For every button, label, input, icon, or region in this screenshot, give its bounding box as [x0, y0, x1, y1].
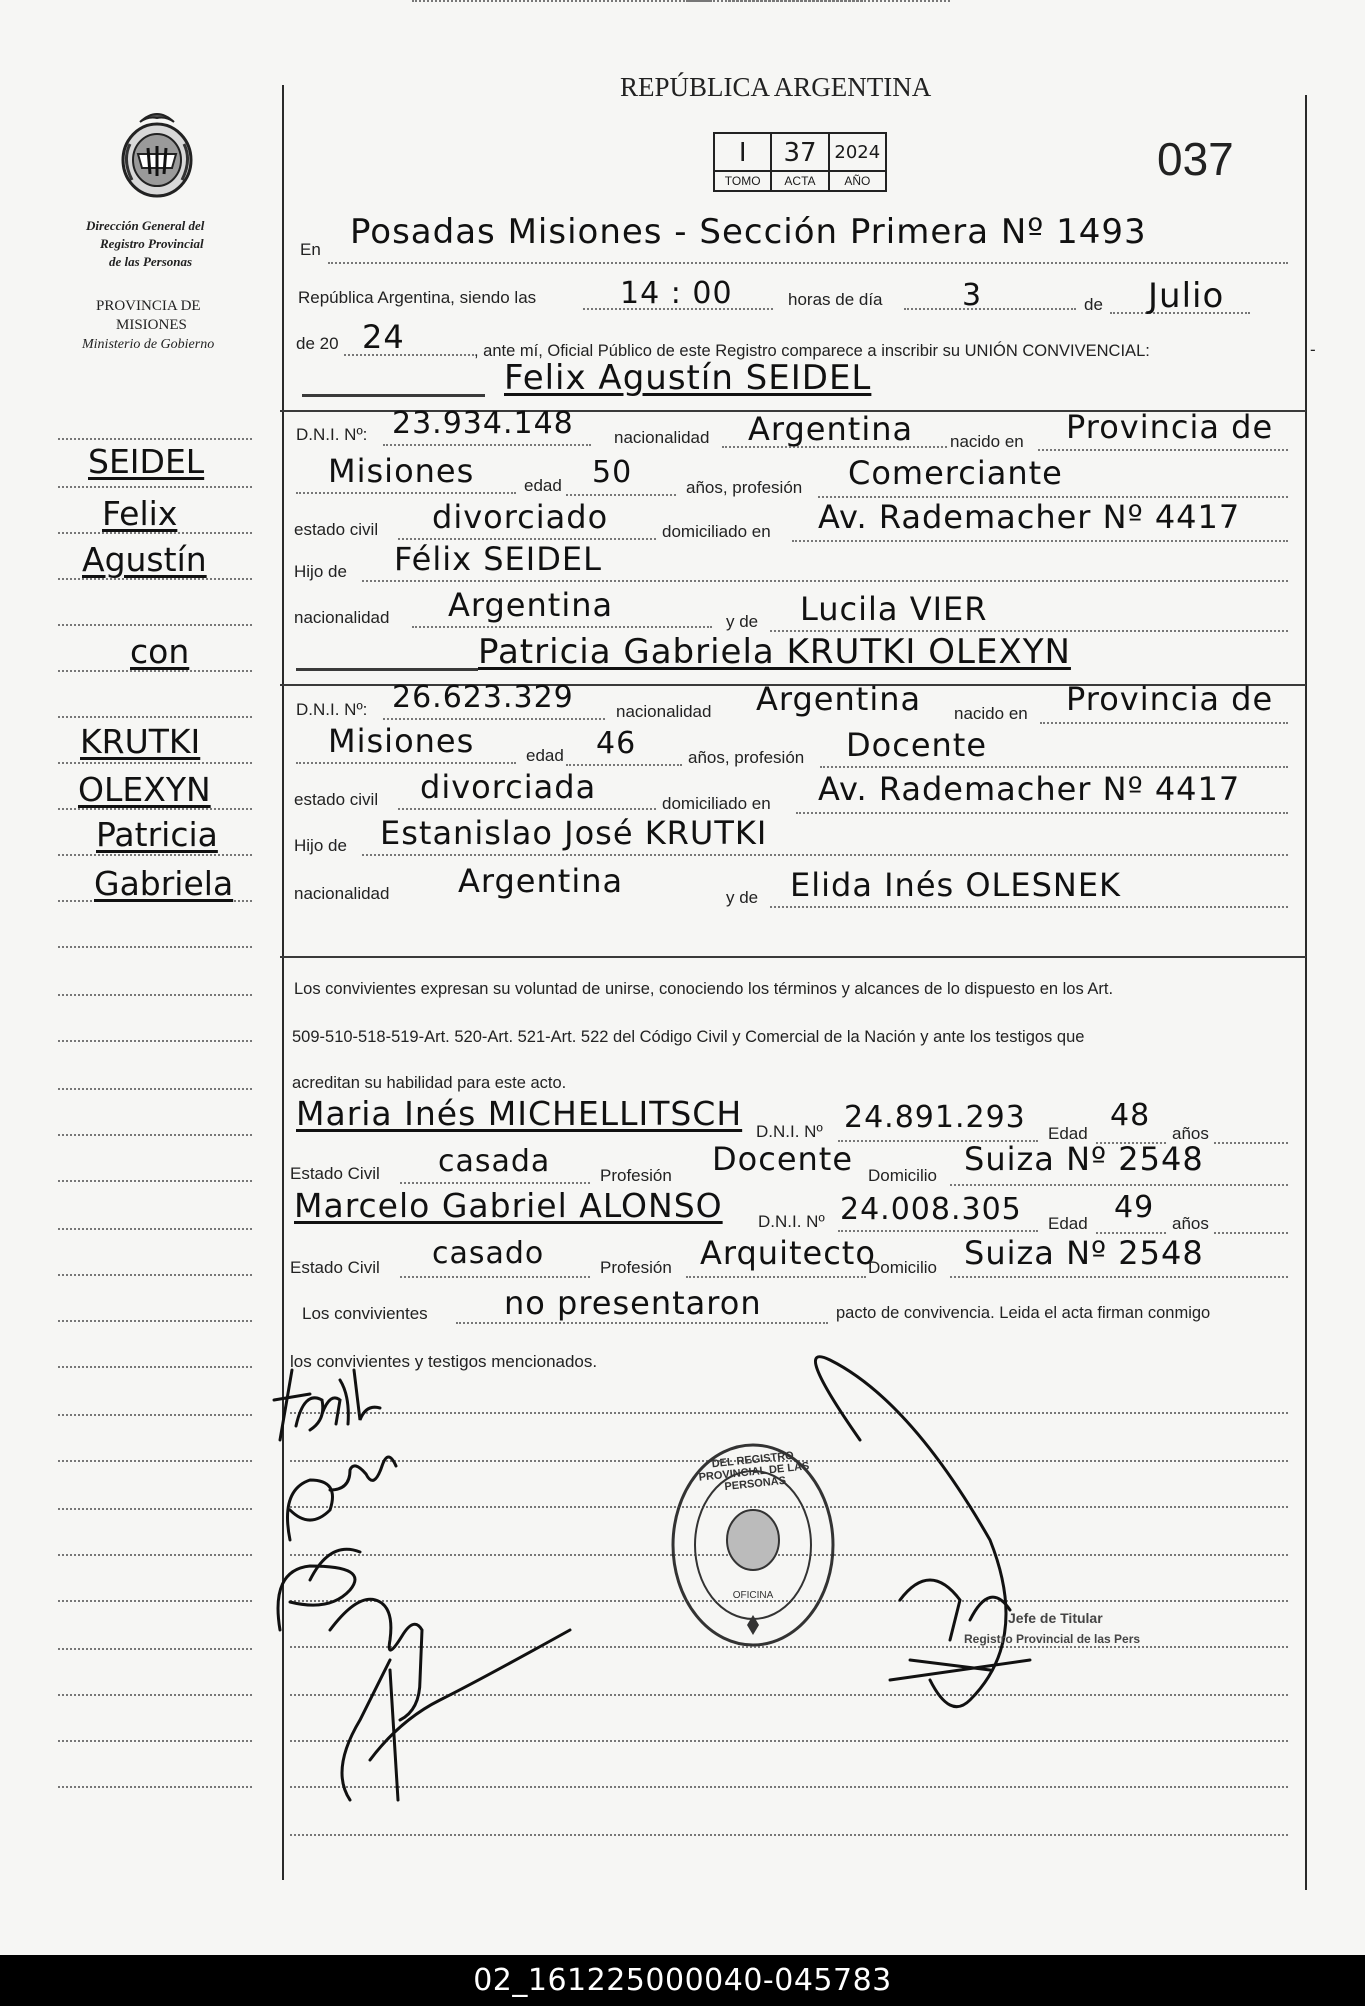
margin-dotted-line	[58, 946, 252, 948]
p2-father-nat: Argentina	[458, 862, 624, 900]
seal-center-text: OFICINA	[732, 1590, 774, 1601]
closing-line-2: los convivientes y testigos mencionados.	[290, 1352, 598, 1371]
p1-yde-label: y de	[726, 612, 759, 631]
margin-dotted-line	[58, 1274, 252, 1276]
margin-dotted-line	[58, 1648, 252, 1650]
p2-address: Av. Rademacher Nº 4417	[818, 770, 1241, 808]
p2-father: Estanislao José KRUTKI	[380, 814, 768, 852]
p2-age: 46	[596, 726, 637, 761]
p1-age: 50	[592, 455, 633, 490]
p1-address: Av. Rademacher Nº 4417	[818, 498, 1241, 536]
closing-pact: no presentaron	[504, 1284, 762, 1322]
intro-month: Julio	[1148, 276, 1225, 316]
closing-label-2: pacto de convivencia. Leida el acta firman conmigo	[836, 1304, 1211, 1322]
p1-birthplace-1: Provincia de	[1066, 408, 1274, 446]
p1-prof-label: años, profesión	[686, 478, 803, 497]
right-rule	[1305, 95, 1307, 1890]
w2-profession: Arquitecto	[700, 1234, 876, 1272]
p1-civil: divorciado	[432, 498, 609, 536]
stamp-line-1: Jefe de Titular	[1008, 1610, 1103, 1626]
agency-line-3: de las Personas	[109, 254, 193, 269]
statement-dash: -	[1310, 340, 1316, 359]
official-seal	[668, 1440, 838, 1650]
margin-p1-name2: Agustín	[82, 540, 207, 579]
acta-value: 37	[772, 134, 827, 172]
tomo-label: TOMO	[724, 174, 761, 188]
margin-dotted-line	[58, 1508, 252, 1510]
p2-civil-label: estado civil	[294, 790, 379, 809]
intro-place: Posadas Misiones - Sección Primera Nº 1493	[350, 212, 1147, 252]
p2-mother: Elida Inés OLESNEK	[790, 866, 1122, 904]
margin-dotted-line	[58, 438, 252, 440]
provincial-coat-of-arms-icon	[116, 104, 198, 200]
margin-dotted-line	[58, 1088, 252, 1090]
p2-dom-label: domiciliado en	[662, 794, 771, 813]
p1-dni-label: D.N.I. Nº:	[296, 425, 368, 444]
p2-civil: divorciada	[420, 768, 597, 806]
margin-dotted-line	[58, 994, 252, 996]
margin-dotted-line	[58, 762, 252, 764]
anio-value: 2024	[830, 134, 885, 172]
p2-birthplace-1: Provincia de	[1066, 680, 1274, 718]
w1-address: Suiza Nº 2548	[964, 1140, 1204, 1178]
margin-dotted-line	[58, 1320, 252, 1322]
w1-profession: Docente	[712, 1140, 854, 1178]
margin-dotted-line	[58, 1740, 252, 1742]
margin-dotted-line	[58, 716, 252, 718]
w2-anos-label: años	[1172, 1214, 1209, 1233]
p2-yde-label: y de	[726, 888, 759, 907]
margin-dotted-line	[58, 1134, 252, 1136]
w1-civil-label: Estado Civil	[290, 1164, 380, 1183]
intro-year: 24	[362, 318, 405, 356]
w1-dni: 24.891.293	[844, 1100, 1026, 1135]
intro-day: 3	[962, 278, 983, 313]
margin-p2-surname2: OLEXYN	[78, 770, 211, 809]
w2-civil: casado	[432, 1236, 545, 1271]
p2-nationality: Argentina	[756, 680, 922, 718]
ministry-line: Ministerio de Gobierno	[82, 337, 215, 352]
agency-line-2: Registro Provincial	[100, 236, 204, 251]
p1-nationality: Argentina	[748, 410, 914, 448]
p2-nacido-label: nacido en	[954, 704, 1028, 723]
republica-label: República Argentina, siendo las	[298, 288, 537, 307]
w1-anos-label: años	[1172, 1124, 1209, 1143]
en-label: En	[300, 240, 321, 259]
margin-p2-name2: Gabriela	[94, 864, 234, 903]
margin-dotted-line	[58, 624, 252, 626]
tomo-value: I	[715, 134, 770, 172]
w1-civil: casada	[438, 1144, 551, 1179]
p2-birthplace-2: Misiones	[328, 722, 475, 760]
p2-hijo-label: Hijo de	[294, 836, 347, 855]
acta-label: ACTA	[784, 174, 816, 188]
p1-father: Félix SEIDEL	[394, 540, 602, 578]
w1-edad-label: Edad	[1048, 1124, 1088, 1143]
margin-p2-surname1: KRUTKI	[80, 722, 201, 761]
margin-dotted-line	[58, 1460, 252, 1462]
w2-dom-label: Domicilio	[868, 1258, 937, 1277]
document-id-bar: 02_161225000040-045783	[0, 1955, 1365, 2006]
p1-profession: Comerciante	[848, 454, 1063, 492]
w1-dom-label: Domicilio	[868, 1166, 937, 1185]
statement-text: , ante mí, Oficial Público de este Registro comparece a inscribir su UNIÓN CONVIVENCIAL:	[474, 342, 1150, 360]
p1-mother: Lucila VIER	[800, 590, 988, 628]
w2-address: Suiza Nº 2548	[964, 1234, 1204, 1272]
margin-dotted-line	[58, 1600, 252, 1602]
p2-dni: 26.623.329	[392, 680, 574, 715]
closing-label-1: Los convivientes	[302, 1304, 428, 1323]
p1-hijo-label: Hijo de	[294, 562, 347, 581]
p1-father-nat: Argentina	[448, 586, 614, 624]
w1-dni-label: D.N.I. Nº	[756, 1122, 823, 1141]
p2-edad-label: edad	[526, 746, 564, 765]
p1-nac-label: nacionalidad	[614, 428, 710, 447]
p2-dni-label: D.N.I. Nº:	[296, 700, 368, 719]
p1-full-name: Felix Agustín SEIDEL	[504, 358, 872, 398]
seal-ring-text: DEL REGISTRO PROVINCIAL DE LAS PERSONAS	[698, 1449, 810, 1494]
p2-nac-label: nacionalidad	[616, 702, 712, 721]
p2-profession: Docente	[846, 726, 988, 764]
p1-dni: 23.934.148	[392, 406, 574, 441]
margin-dotted-line	[58, 1366, 252, 1368]
w2-prof-label: Profesión	[600, 1258, 672, 1277]
margin-connector: con	[130, 632, 190, 671]
margin-dotted-line	[58, 1228, 252, 1230]
p1-birthplace-2: Misiones	[328, 452, 475, 490]
w2-dni: 24.008.305	[840, 1192, 1022, 1227]
legal-line-1: Los convivientes expresan su voluntad de unirse, conociendo los términos y alcances de lo dispuesto en los Art.	[294, 980, 1114, 998]
w2-civil-label: Estado Civil	[290, 1258, 380, 1277]
margin-dotted-line	[58, 1786, 252, 1788]
p2-prof-label: años, profesión	[688, 748, 805, 767]
tomo-acta-anio-box	[713, 132, 887, 192]
w2-age: 49	[1114, 1190, 1155, 1225]
margin-dotted-line	[58, 854, 252, 856]
p1-civil-label: estado civil	[294, 520, 379, 539]
margin-dotted-line	[58, 1180, 252, 1182]
w2-name: Marcelo Gabriel ALONSO	[294, 1186, 723, 1225]
margin-p2-name1: Patricia	[96, 815, 218, 854]
horas-label: horas de día	[788, 290, 883, 309]
signature-dotted-line	[290, 1834, 1288, 1836]
legal-line-3: acreditan su habilidad para este acto.	[292, 1074, 567, 1092]
p2-full-name: Patricia Gabriela KRUTKI OLEXYN	[478, 632, 1071, 672]
w1-prof-label: Profesión	[600, 1166, 672, 1185]
province-line-1: PROVINCIA DE	[96, 298, 201, 314]
margin-dotted-line	[58, 1414, 252, 1416]
record-number: 037	[1157, 133, 1234, 185]
anio-label: AÑO	[844, 174, 871, 188]
p1-edad-label: edad	[524, 476, 562, 495]
legal-line-2: 509-510-518-519-Art. 520-Art. 521-Art. 522 del Código Civil y Comercial de la Nación y ante los testigos que	[292, 1028, 1085, 1046]
stamp-line-2: Registro Provincial de las Pers	[964, 1632, 1141, 1646]
agency-line-1: Dirección General del	[86, 218, 205, 233]
margin-dotted-line	[58, 1694, 252, 1696]
p1-dom-label: domiciliado en	[662, 522, 771, 541]
w2-edad-label: Edad	[1048, 1214, 1088, 1233]
w2-dni-label: D.N.I. Nº	[758, 1212, 825, 1231]
country-title: REPÚBLICA ARGENTINA	[620, 72, 932, 102]
intro-time: 14 : 00	[620, 276, 733, 311]
p2-nac2-label: nacionalidad	[294, 884, 390, 903]
w1-age: 48	[1110, 1098, 1151, 1133]
margin-p1-name1: Felix	[102, 494, 178, 533]
province-line-2: MISIONES	[116, 317, 187, 333]
de-label: de	[1084, 295, 1103, 314]
p1-nacido-label: nacido en	[950, 432, 1024, 451]
margin-dotted-line	[58, 1554, 252, 1556]
margin-p1-surname: SEIDEL	[88, 442, 205, 481]
legal-top-rule	[280, 956, 1306, 958]
w1-name: Maria Inés MICHELLITSCH	[296, 1094, 743, 1133]
year-label: de 20	[296, 334, 339, 353]
p1-nac2-label: nacionalidad	[294, 608, 390, 627]
margin-dotted-line	[58, 486, 252, 488]
margin-dotted-line	[58, 1040, 252, 1042]
